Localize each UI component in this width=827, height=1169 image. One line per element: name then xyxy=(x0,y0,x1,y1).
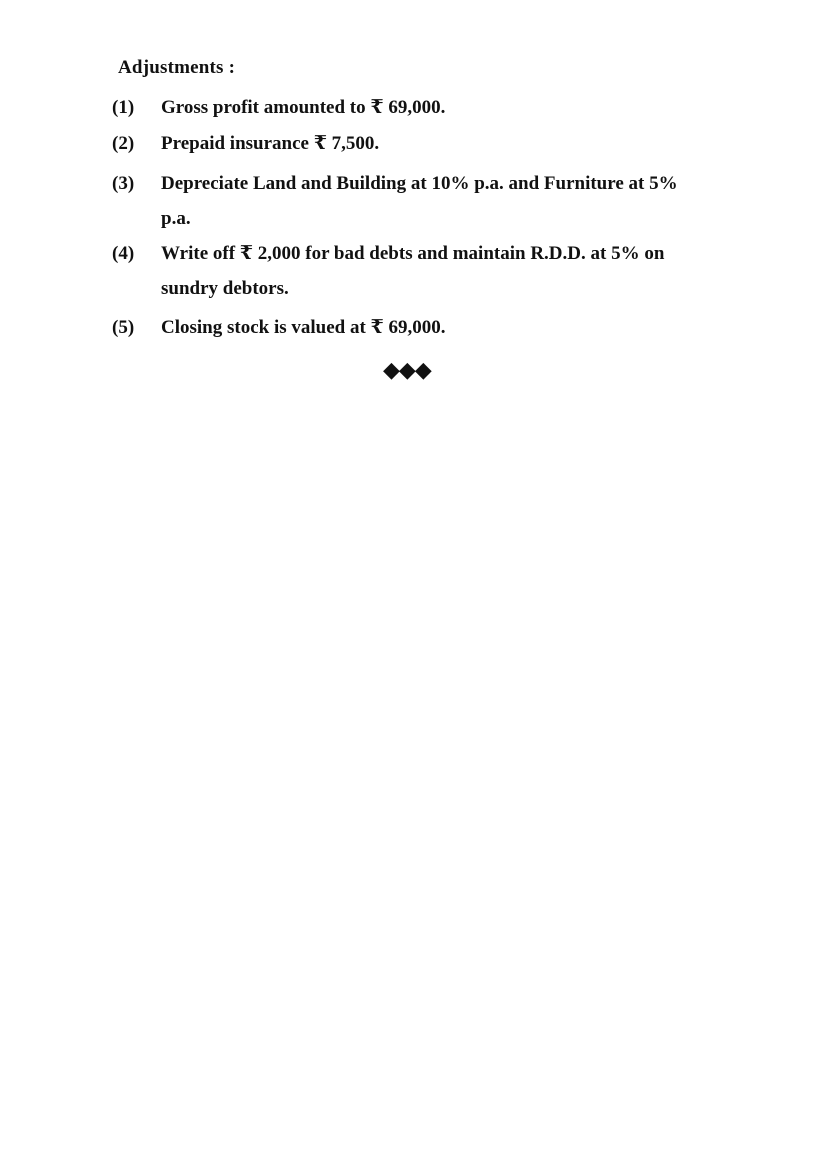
adjustments-heading: Adjustments : xyxy=(118,57,236,78)
item-text: Depreciate Land and Building at 10% p.a. and Furniture at 5% p.a. xyxy=(161,173,678,229)
adjustment-item-5 xyxy=(112,310,712,345)
adjustment-item-1 xyxy=(112,90,712,125)
adjustment-item-4 xyxy=(112,236,712,306)
item-number: (5) xyxy=(112,317,135,338)
item-text: Write off ₹ 2,000 for bad debts and maintain R.D.D. at 5% on sundry debtors. xyxy=(161,243,665,299)
item-number: (1) xyxy=(112,97,135,118)
item-text: Closing stock is valued at ₹ 69,000. xyxy=(161,317,446,338)
item-text: Prepaid insurance ₹ 7,500. xyxy=(161,133,380,154)
item-text: Gross profit amounted to ₹ 69,000. xyxy=(161,97,446,118)
adjustment-item-3 xyxy=(112,166,702,236)
adjustment-item-2 xyxy=(112,126,712,161)
item-number: (2) xyxy=(112,133,135,154)
item-number: (3) xyxy=(112,173,135,194)
item-number: (4) xyxy=(112,243,135,264)
section-end-ornament: ◆◆◆ xyxy=(383,358,431,383)
